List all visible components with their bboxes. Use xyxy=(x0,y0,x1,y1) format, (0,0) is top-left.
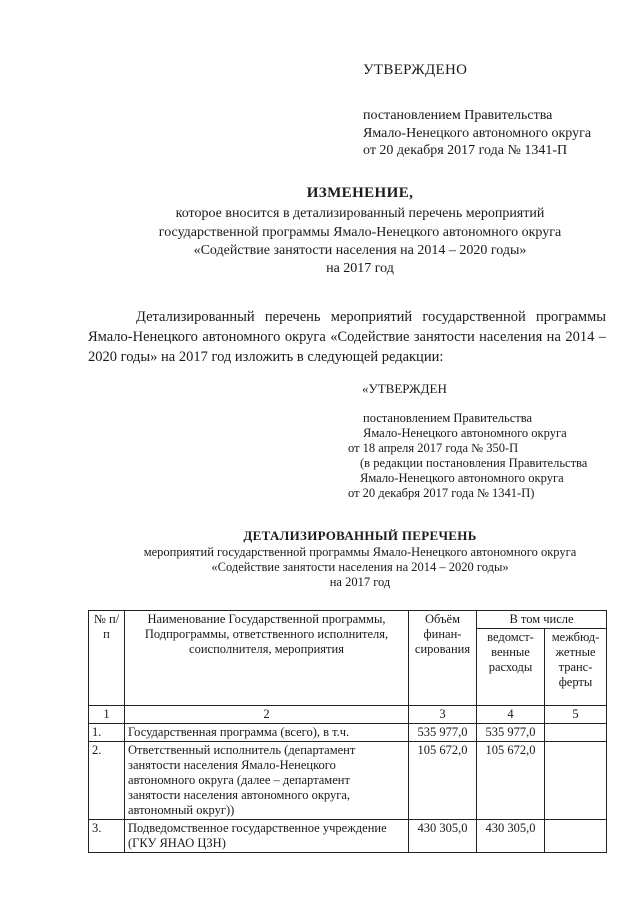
row-transfers xyxy=(545,820,607,853)
header-departmental: ведомст-венные расходы xyxy=(477,629,545,706)
table-header-row-1 xyxy=(89,611,607,629)
table-row xyxy=(89,820,607,853)
change-title: ИЗМЕНЕНИЕ, xyxy=(306,185,414,201)
row-name: Государственная программа (всего), в т.ч. xyxy=(125,724,409,742)
approval-line-3: от 20 декабря 2017 года № 1341-П xyxy=(363,143,568,158)
header-num: № п/п xyxy=(89,611,125,706)
approval2-line-5: Ямало-Ненецкого автономного округа xyxy=(360,471,564,485)
change-line-2: государственной программы Ямало-Ненецкого автономного округа xyxy=(158,225,562,240)
approval2-line-1: постановлением Правительства xyxy=(363,411,533,425)
row-departmental: 430 305,0 xyxy=(477,820,545,853)
detailed-line-2: «Содействие занятости населения на 2014 – 2020 годы» xyxy=(211,560,509,574)
detailed-line-3: на 2017 год xyxy=(329,575,391,589)
table-col-numbers-row xyxy=(89,706,607,724)
row-volume: 535 977,0 xyxy=(409,724,477,742)
detailed-line-1: мероприятий государственной программы Ямало-Ненецкого автономного округа xyxy=(143,545,577,559)
row-volume: 105 672,0 xyxy=(409,742,477,820)
row-name: Подведомственное государственное учреждение (ГКУ ЯНАО ЦЗН) xyxy=(125,820,409,853)
col-number-2: 2 xyxy=(125,706,409,724)
table-row xyxy=(89,742,607,820)
row-num: 3. xyxy=(89,820,125,853)
approval2-title: «УТВЕРЖДЕН xyxy=(362,381,447,396)
approval2-line-6: от 20 декабря 2017 года № 1341-П) xyxy=(348,486,535,500)
change-line-1: которое вносится в детализированный перечень мероприятий xyxy=(175,206,545,221)
approval-title: УТВЕРЖДЕНО xyxy=(363,62,468,78)
table-row xyxy=(89,724,607,742)
row-departmental: 535 977,0 xyxy=(477,724,545,742)
approval-line-2: Ямало-Ненецкого автономного округа xyxy=(363,126,592,141)
change-line-4: на 2017 год xyxy=(326,261,394,276)
detailed-title: ДЕТАЛИЗИРОВАННЫЙ ПЕРЕЧЕНЬ xyxy=(243,528,477,543)
row-volume: 430 305,0 xyxy=(409,820,477,853)
col-number-3: 3 xyxy=(409,706,477,724)
row-departmental: 105 672,0 xyxy=(477,742,545,820)
approval2-line-3: от 18 апреля 2017 года № 350-П xyxy=(348,441,519,455)
header-name: Наименование Государственной программы, Подпрограммы, ответственного исполнителя, соисполнителя, мероприятия xyxy=(125,611,409,706)
header-including: В том числе xyxy=(477,611,607,629)
row-num: 1. xyxy=(89,724,125,742)
col-number-4: 4 xyxy=(477,706,545,724)
body-paragraph: Детализированный перечень мероприятий государственной программы Ямало-Ненецкого автономного округа «Содействие занятости населения на 2014 – 2020 годы» на 2017 год изложить в следующей редакции: xyxy=(88,309,606,365)
activities-table xyxy=(88,610,607,853)
header-transfers: межбюд-жетные транс-ферты xyxy=(545,629,607,706)
row-num: 2. xyxy=(89,742,125,820)
approval-line-1: постановлением Правительства xyxy=(363,108,553,123)
row-transfers xyxy=(545,742,607,820)
approval2-line-2: Ямало-Ненецкого автономного округа xyxy=(363,426,567,440)
change-line-3: «Содействие занятости населения на 2014 – 2020 годы» xyxy=(193,243,527,258)
col-number-5: 5 xyxy=(545,706,607,724)
header-volume: Объём финан-сирования xyxy=(409,611,477,706)
col-number-1: 1 xyxy=(89,706,125,724)
row-transfers xyxy=(545,724,607,742)
row-name: Ответственный исполнитель (департамент занятости населения Ямало-Ненецкого автономного округа (далее – департамент занятости населения автономного округа, автономный округ)) xyxy=(125,742,409,820)
approval2-line-4: (в редакции постановления Правительства xyxy=(360,456,588,470)
